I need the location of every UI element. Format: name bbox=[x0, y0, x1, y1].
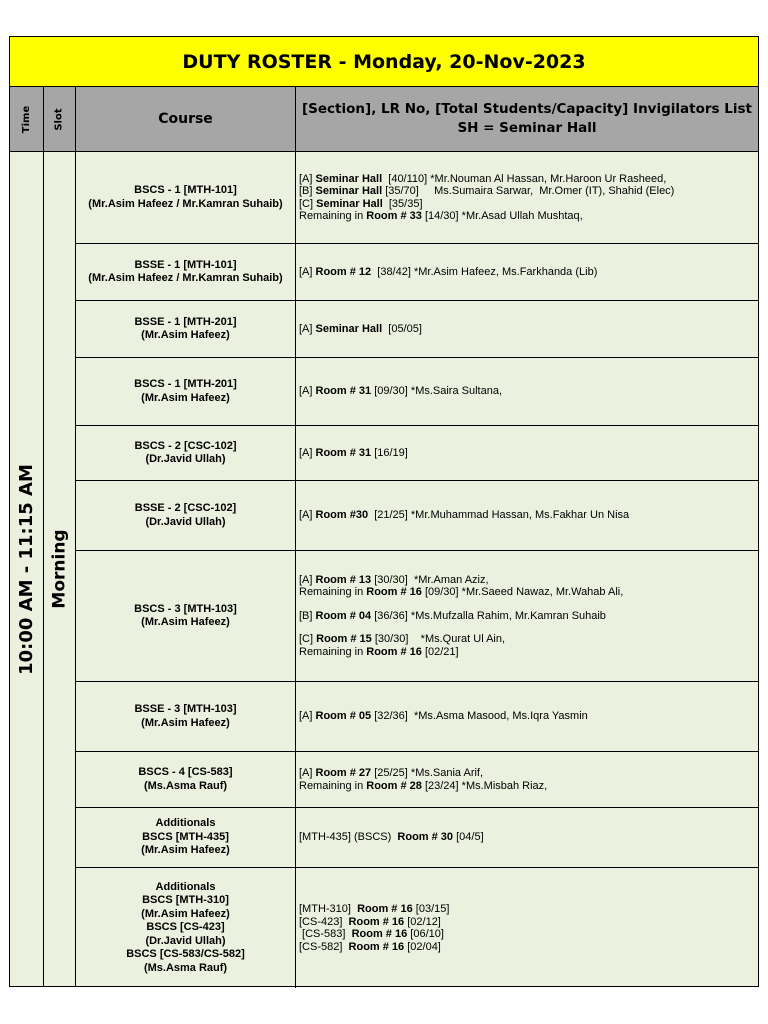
room-label: Room # 12 bbox=[315, 265, 372, 278]
info-text: [B] bbox=[299, 609, 316, 622]
header-time bbox=[10, 87, 44, 152]
info-line bbox=[299, 928, 758, 941]
info-line bbox=[299, 185, 758, 198]
course-line: BSCS - 3 [MTH-103] bbox=[134, 602, 237, 615]
course-line: (Mr.Asim Hafeez) bbox=[141, 329, 230, 341]
info-text: [A] bbox=[299, 385, 316, 398]
course-line: BSSE - 2 [CSC-102] bbox=[134, 502, 237, 514]
roster-row bbox=[76, 426, 758, 481]
roster-row bbox=[76, 358, 758, 426]
course-line: (Dr.Javid Ullah) bbox=[145, 453, 226, 465]
info-text: [A] bbox=[299, 265, 316, 278]
info-line bbox=[299, 210, 758, 223]
info-text: [16/19] bbox=[371, 446, 408, 459]
info-line bbox=[299, 323, 758, 336]
info-text: [21/25] *Mr.Muhammad Hassan, Ms.Fakhar Un Nisa bbox=[368, 509, 630, 522]
course-cell bbox=[76, 152, 296, 243]
room-label: Room # 28 bbox=[366, 779, 422, 792]
invigilation-info-cell bbox=[296, 244, 758, 300]
header-info-line2: SH = Seminar Hall bbox=[457, 120, 597, 136]
course-cell bbox=[76, 868, 296, 988]
info-line bbox=[299, 903, 758, 916]
course-line: BSSE - 1 [MTH-201] bbox=[134, 315, 237, 328]
room-label: Room # 15 bbox=[316, 633, 372, 646]
info-text: [C] bbox=[299, 633, 317, 646]
room-label: Seminar Hall bbox=[315, 185, 383, 197]
course-line: Additionals bbox=[155, 880, 216, 893]
info-text: [02/21] bbox=[421, 645, 459, 658]
info-line bbox=[299, 767, 758, 780]
course-cell bbox=[76, 426, 296, 480]
duty-roster-table bbox=[9, 36, 759, 987]
info-line bbox=[299, 173, 758, 186]
course-cell bbox=[76, 358, 296, 425]
course-line: (Dr.Javid Ullah) bbox=[145, 515, 226, 528]
header-info bbox=[296, 87, 758, 152]
info-text: [14/30] *Mr.Asad Ullah Mushtaq, bbox=[421, 210, 583, 222]
course-line: (Mr.Asim Hafeez) bbox=[141, 907, 230, 920]
room-label: Room # 13 bbox=[315, 573, 372, 586]
course-line: BSCS - 1 [MTH-201] bbox=[134, 378, 237, 390]
room-label: Room # 31 bbox=[315, 385, 372, 398]
course-cell bbox=[76, 808, 296, 867]
header-course: Course bbox=[76, 87, 296, 152]
info-text: [38/42] *Mr.Asim Hafeez, Ms.Farkhanda (Lib) bbox=[371, 265, 598, 278]
roster-title: DUTY ROSTER - Monday, 20-Nov-2023 bbox=[10, 37, 758, 87]
info-text: [CS-423] bbox=[299, 915, 349, 928]
course-line: (Mr.Asim Hafeez / Mr.Kamran Suhaib) bbox=[88, 272, 283, 284]
line-gap bbox=[299, 599, 758, 610]
course-line: (Ms.Asma Rauf) bbox=[143, 779, 228, 792]
header-time-label: Time bbox=[20, 105, 32, 133]
info-text: [A] bbox=[299, 446, 316, 459]
invigilation-info-cell bbox=[296, 868, 758, 988]
course-line: (Dr.Javid Ullah) bbox=[145, 934, 226, 947]
room-label: Room # 16 bbox=[357, 903, 413, 915]
course-cell bbox=[76, 481, 296, 550]
info-line bbox=[299, 509, 758, 522]
invigilation-info-cell bbox=[296, 481, 758, 550]
info-line bbox=[299, 586, 758, 599]
room-label: Room # 27 bbox=[315, 767, 372, 779]
room-label: Room #30 bbox=[315, 509, 369, 522]
roster-row bbox=[76, 752, 758, 808]
info-text: [35/35] bbox=[382, 197, 423, 210]
info-line bbox=[299, 266, 758, 279]
room-label: Room # 16 bbox=[348, 915, 405, 928]
roster-row bbox=[76, 152, 758, 244]
info-text: [MTH-310] bbox=[299, 903, 358, 915]
roster-row bbox=[76, 808, 758, 868]
room-label: Room # 33 bbox=[366, 210, 422, 222]
roster-row bbox=[76, 551, 758, 682]
room-label: Room # 16 bbox=[351, 928, 408, 940]
info-text: [MTH-435] (BSCS) bbox=[299, 831, 398, 844]
info-line bbox=[299, 633, 758, 646]
roster-row bbox=[76, 301, 758, 358]
info-line bbox=[299, 831, 758, 844]
course-line: (Mr.Asim Hafeez / Mr.Kamran Suhaib) bbox=[88, 197, 283, 210]
slot-value: Morning bbox=[49, 529, 70, 609]
course-line: BSSE - 3 [MTH-103] bbox=[134, 703, 237, 715]
course-line: BSCS [CS-583/CS-582] bbox=[126, 948, 245, 961]
course-line: (Mr.Asim Hafeez) bbox=[141, 716, 230, 729]
course-line: BSCS - 1 [MTH-101] bbox=[134, 184, 237, 196]
header-info-line1: [Section], LR No, [Total Students/Capacity] Invigilators List bbox=[302, 101, 752, 117]
room-label: Room # 16 bbox=[366, 586, 422, 599]
info-line bbox=[299, 198, 758, 211]
info-line bbox=[299, 941, 758, 954]
room-label: Room # 04 bbox=[315, 609, 372, 622]
roster-row bbox=[76, 244, 758, 301]
slot-cell bbox=[44, 152, 76, 986]
info-text: [C] bbox=[299, 197, 317, 210]
course-line: (Ms.Asma Rauf) bbox=[143, 961, 228, 974]
invigilation-info-cell bbox=[296, 152, 758, 243]
info-text: [A] bbox=[299, 573, 316, 586]
header-slot-label: Slot bbox=[54, 107, 65, 131]
info-text: [03/15] bbox=[412, 903, 450, 915]
info-line bbox=[299, 916, 758, 929]
invigilation-info-cell bbox=[296, 301, 758, 357]
info-text: [05/05] bbox=[382, 322, 422, 335]
invigilation-info-cell bbox=[296, 426, 758, 480]
info-text: [30/30] *Mr.Aman Aziz, bbox=[371, 573, 489, 586]
course-cell bbox=[76, 301, 296, 357]
invigilation-info-cell bbox=[296, 551, 758, 681]
roster-row bbox=[76, 868, 758, 988]
room-label: Seminar Hall bbox=[315, 322, 383, 335]
course-cell bbox=[76, 682, 296, 751]
info-line bbox=[299, 780, 758, 793]
room-label: Room # 30 bbox=[397, 831, 454, 844]
info-text: [CS-583] bbox=[299, 928, 352, 940]
info-text: [36/36] *Ms.Mufzalla Rahim, Mr.Kamran Suhaib bbox=[371, 609, 606, 622]
line-gap bbox=[299, 622, 758, 633]
header-slot bbox=[44, 87, 76, 152]
info-text: [06/10] bbox=[407, 928, 444, 940]
info-text: [CS-582] bbox=[299, 940, 349, 953]
invigilation-info-cell bbox=[296, 682, 758, 751]
info-line bbox=[299, 385, 758, 398]
info-text: [A] bbox=[299, 509, 316, 522]
info-text: [35/70] Ms.Sumaira Sarwar, Mr.Omer (IT), Shahid (Elec) bbox=[382, 185, 675, 197]
info-text: [40/110] *Mr.Nouman Al Hassan, Mr.Haroon Ur Rasheed, bbox=[382, 172, 667, 185]
course-line: BSCS - 2 [CSC-102] bbox=[134, 439, 237, 452]
info-text: [25/25] *Ms.Sania Arif, bbox=[371, 767, 484, 779]
room-label: Room # 31 bbox=[315, 446, 372, 459]
roster-row bbox=[76, 682, 758, 752]
room-label: Room # 16 bbox=[366, 645, 422, 658]
room-label: Seminar Hall bbox=[315, 172, 383, 185]
info-line bbox=[299, 710, 758, 723]
info-line bbox=[299, 646, 758, 659]
course-cell bbox=[76, 752, 296, 807]
course-line: BSCS [CS-423] bbox=[146, 921, 225, 934]
course-line: (Mr.Asim Hafeez) bbox=[141, 616, 230, 628]
invigilation-info-cell bbox=[296, 752, 758, 807]
course-line: (Mr.Asim Hafeez) bbox=[141, 844, 230, 857]
time-value: 10:00 AM - 11:15 AM bbox=[16, 463, 38, 675]
info-line bbox=[299, 610, 758, 623]
info-text: [09/30] *Mr.Saeed Nawaz, Mr.Wahab Ali, bbox=[421, 586, 624, 599]
info-text: [09/30] *Ms.Saira Sultana, bbox=[371, 385, 503, 398]
course-line: (Mr.Asim Hafeez) bbox=[141, 391, 230, 404]
info-line bbox=[299, 447, 758, 460]
info-text: [02/04] bbox=[404, 940, 441, 953]
room-label: Room # 05 bbox=[315, 710, 372, 723]
room-label: Room # 16 bbox=[348, 940, 405, 953]
info-text: Remaining in bbox=[299, 645, 367, 658]
info-text: [A] bbox=[299, 322, 316, 335]
info-text: [04/5] bbox=[453, 831, 484, 844]
course-line: BSCS [MTH-310] bbox=[142, 894, 229, 907]
course-line: BSSE - 1 [MTH-101] bbox=[134, 258, 237, 271]
info-text: [A] bbox=[299, 710, 316, 723]
info-text: Remaining in bbox=[299, 779, 367, 792]
roster-row bbox=[76, 481, 758, 551]
course-cell bbox=[76, 551, 296, 681]
info-text: [A] bbox=[299, 767, 316, 779]
info-line bbox=[299, 574, 758, 587]
course-line: BSCS - 4 [CS-583] bbox=[138, 766, 233, 778]
info-text: [B] bbox=[299, 185, 316, 197]
invigilation-info-cell bbox=[296, 808, 758, 867]
invigilation-info-cell bbox=[296, 358, 758, 425]
info-text: [02/12] bbox=[404, 915, 441, 928]
info-text: [30/30] *Ms.Qurat Ul Ain, bbox=[371, 633, 506, 646]
info-text: [23/24] *Ms.Misbah Riaz, bbox=[421, 779, 548, 792]
info-text: Remaining in bbox=[299, 586, 367, 599]
course-cell bbox=[76, 244, 296, 300]
room-label: Seminar Hall bbox=[316, 197, 383, 210]
info-text: [A] bbox=[299, 172, 316, 185]
info-text: Remaining in bbox=[299, 210, 367, 222]
time-cell bbox=[10, 152, 44, 986]
info-text: [32/36] *Ms.Asma Masood, Ms.Iqra Yasmin bbox=[371, 710, 588, 723]
course-line: BSCS [MTH-435] bbox=[142, 830, 229, 843]
course-line: Additionals bbox=[155, 817, 216, 830]
